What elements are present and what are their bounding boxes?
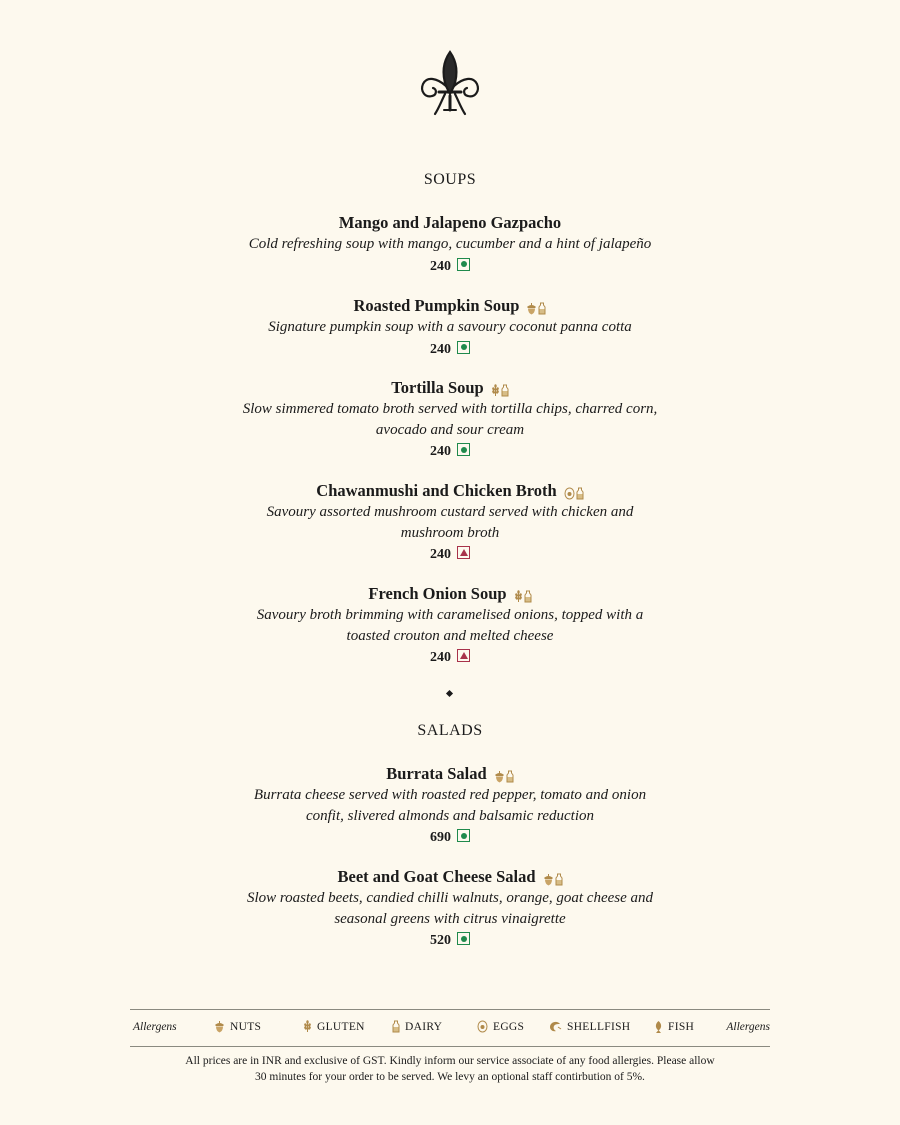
legend-item-label: SHELLFISH bbox=[567, 1020, 631, 1033]
dish-price: 240 bbox=[430, 444, 451, 459]
dish-description: seasonal greens with citrus vinaigrette bbox=[334, 910, 566, 927]
dish-description: Slow roasted beets, candied chilli walnuts, orange, goat cheese and bbox=[246, 890, 654, 906]
gluten-icon bbox=[491, 384, 500, 397]
legend-item-eggs bbox=[477, 1020, 524, 1033]
dish-price: 240 bbox=[430, 547, 451, 562]
legend-item-dairy bbox=[392, 1020, 442, 1033]
dish-description: Cold refreshing soup with mango, cucumber and a hint of jalapeño bbox=[248, 236, 652, 252]
gluten-icon bbox=[303, 1020, 312, 1033]
footer-line: 30 minutes for your order to be served. We levy an optional staff contirbution of 5%. bbox=[255, 1071, 645, 1083]
dish-item bbox=[150, 583, 750, 669]
dish-item bbox=[150, 763, 750, 849]
dish-price: 240 bbox=[430, 650, 451, 665]
dish-name: Tortilla Soup bbox=[391, 378, 484, 397]
dish-item bbox=[150, 480, 750, 566]
footer-note bbox=[170, 1053, 730, 1085]
dish-name: Chawanmushi and Chicken Broth bbox=[316, 481, 557, 500]
veg-icon bbox=[457, 443, 470, 456]
legend-item-gluten bbox=[303, 1020, 365, 1033]
dish-item bbox=[150, 377, 750, 463]
nut-icon bbox=[214, 1020, 225, 1033]
dish-description: Savoury assorted mushroom custard served with chicken and bbox=[266, 504, 634, 520]
shellfish-icon bbox=[549, 1020, 562, 1033]
dish-name: Burrata Salad bbox=[386, 764, 487, 783]
legend-item-fish bbox=[654, 1020, 694, 1034]
legend-item-label: DAIRY bbox=[405, 1020, 443, 1033]
dish-price: 240 bbox=[430, 341, 451, 357]
dish-price: 690 bbox=[430, 830, 451, 845]
dish-description: toasted crouton and melted cheese bbox=[346, 627, 554, 644]
non-veg-icon bbox=[457, 546, 470, 559]
section-title-soups: SOUPS bbox=[423, 171, 477, 188]
dish-name: French Onion Soup bbox=[368, 584, 507, 603]
dish-description: avocado and sour cream bbox=[375, 421, 525, 438]
dish-item bbox=[150, 866, 750, 952]
dish-name: Mango and Jalapeno Gazpacho bbox=[338, 213, 562, 232]
dish-description: Burrata cheese served with roasted red pepper, tomato and onion bbox=[253, 787, 647, 803]
legend-item-label: FISH bbox=[668, 1021, 695, 1033]
egg-icon bbox=[564, 487, 575, 500]
nut-icon bbox=[526, 302, 537, 315]
non-veg-icon bbox=[457, 649, 470, 662]
veg-icon bbox=[457, 932, 470, 945]
egg-icon bbox=[477, 1020, 488, 1033]
veg-icon bbox=[457, 341, 470, 354]
legend-item-label: EGGS bbox=[493, 1020, 525, 1033]
dish-description: Savoury broth brimming with caramelised onions, topped with a bbox=[256, 607, 644, 623]
dairy-icon bbox=[524, 590, 532, 603]
section-title-salads: SALADS bbox=[417, 722, 483, 739]
dish-item bbox=[150, 212, 750, 278]
dish-price: 240 bbox=[430, 258, 451, 274]
legend-label-right: Allergens bbox=[726, 1021, 770, 1033]
legend-item-shellfish bbox=[549, 1020, 630, 1033]
veg-icon bbox=[457, 829, 470, 842]
legend-item-label: NUTS bbox=[230, 1020, 262, 1033]
dairy-icon bbox=[506, 770, 514, 783]
dairy-icon bbox=[555, 873, 563, 886]
dairy-icon bbox=[576, 487, 584, 500]
footer-line: All prices are in INR and exclusive of GST. Kindly inform our service associate of any food allergies. Please allow bbox=[185, 1055, 715, 1067]
legend-label-left: Allergens bbox=[133, 1021, 177, 1033]
dish-name: Beet and Goat Cheese Salad bbox=[337, 867, 536, 886]
dish-description: mushroom broth bbox=[400, 524, 500, 541]
dish-price: 520 bbox=[430, 933, 451, 948]
nut-icon bbox=[543, 873, 554, 886]
dish-item bbox=[150, 295, 750, 361]
dish-description: Slow simmered tomato broth served with tortilla chips, charred corn, bbox=[242, 401, 658, 417]
veg-icon bbox=[457, 258, 470, 271]
dairy-icon bbox=[392, 1020, 400, 1033]
dish-description: Signature pumpkin soup with a savoury coconut panna cotta bbox=[268, 319, 632, 335]
dish-description: confit, slivered almonds and balsamic reduction bbox=[305, 807, 595, 824]
dairy-icon bbox=[501, 384, 509, 397]
legend-item-label: GLUTEN bbox=[317, 1020, 365, 1033]
gluten-icon bbox=[514, 590, 523, 603]
dairy-icon bbox=[538, 302, 546, 315]
dish-name: Roasted Pumpkin Soup bbox=[353, 296, 520, 315]
fish-icon bbox=[654, 1020, 663, 1034]
legend-item-nuts bbox=[214, 1020, 261, 1033]
allergen-legend bbox=[130, 1009, 770, 1047]
section-divider bbox=[446, 690, 453, 697]
nut-icon bbox=[494, 770, 505, 783]
fleur-de-lis-logo bbox=[415, 48, 485, 122]
